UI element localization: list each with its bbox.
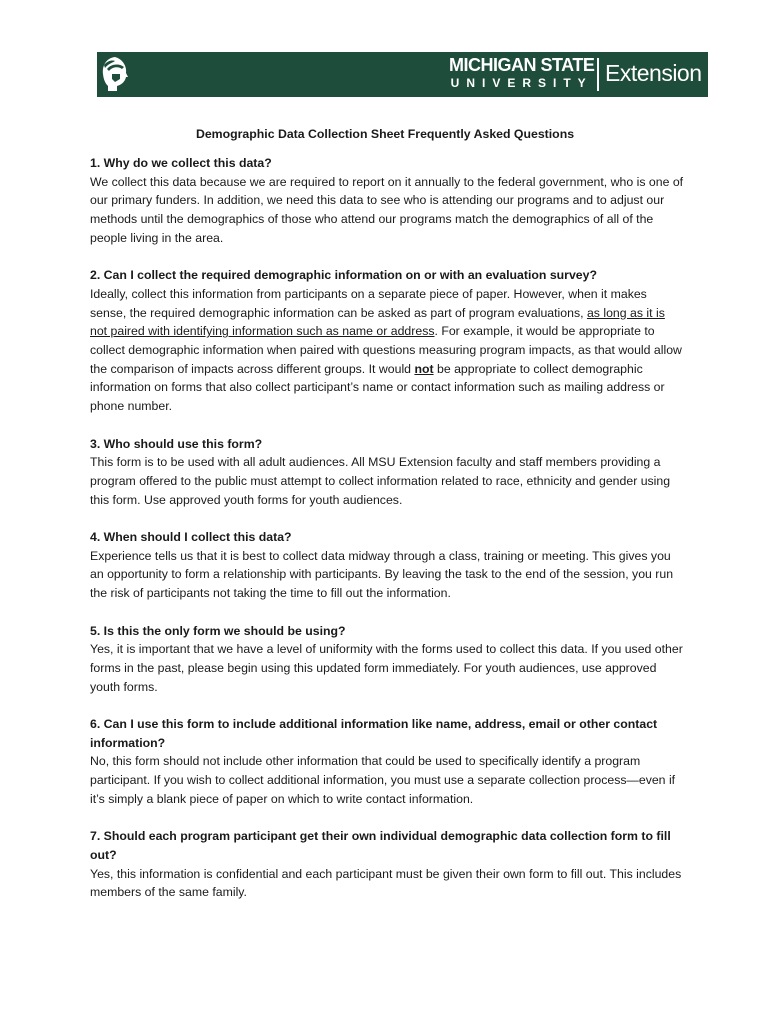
faq-question: 5. Is this the only form we should be using? xyxy=(90,623,346,638)
msu-wordmark-line2: UNIVERSITY xyxy=(450,76,593,90)
spartan-helmet-icon xyxy=(99,55,131,94)
faq-content xyxy=(90,154,685,921)
faq-question: 3. Who should use this form? xyxy=(90,436,263,451)
faq-answer: Yes, this information is confidential and each participant must be given their own form to fill out. This includes members of the same family. xyxy=(90,866,682,900)
faq-question: 1. Why do we collect this data? xyxy=(90,156,272,170)
faq-answer-text: . For example, it would be appropriate to collect demographic information when paired with questions measuring program impacts, as that would allow the comparison of impacts across different groups. It would xyxy=(90,324,682,376)
faq-answer: Yes, it is important that we have a level of uniformity with the forms used to collect this data. If you used other forms in the past, please begin using this updated form immediately. For youth audiences, use approved youth forms. xyxy=(90,642,683,694)
faq-item xyxy=(90,435,685,510)
extension-wordmark: Extension xyxy=(605,60,702,86)
faq-answer-emphasis: not xyxy=(414,361,434,376)
faq-answer: We collect this data because we are required to report on it annually to the federal government, who is one of our primary funders. In addition, we need this data to see who is attending our programs and to adjust our methods until the demographics of those who attend our programs match the demographics of all of the people living in the area. xyxy=(90,174,684,245)
logo-divider xyxy=(597,58,599,91)
faq-question: 6. Can I use this form to include additional information like name, address, email or other contact information? xyxy=(90,717,658,750)
faq-item xyxy=(90,827,685,902)
document-title: Demographic Data Collection Sheet Frequently Asked Questions xyxy=(195,127,575,141)
faq-question: 7. Should each program participant get their own individual demographic data collection form to fill out? xyxy=(90,829,671,862)
faq-answer: Experience tells us that it is best to collect data midway through a class, training or meeting. This gives you an opportunity to form a relationship with participants. By leaving the task to the end of the session, you run the risk of participants not taking the time to fill out the information. xyxy=(90,548,674,601)
faq-item xyxy=(90,622,685,697)
msu-extension-banner xyxy=(97,52,708,97)
faq-item xyxy=(90,528,685,603)
faq-answer-text: Ideally, collect this information from participants on a separate piece of paper. However, when it makes sense, the required demographic information can be asked as part of program evaluations, xyxy=(90,286,647,320)
faq-answer-text: be appropriate to collect demographic information on forms that also collect participant’s name or contact information such as mailing address or phone number. xyxy=(90,361,665,414)
faq-question: 4. When should I collect this data? xyxy=(90,530,292,545)
faq-answer: No, this form should not include other information that could be used to specifically identify a program participant. If you wish to collect additional information, you must use a separate collection process—even if it’s simply a blank piece of paper on which to write contact information. xyxy=(90,754,676,806)
msu-wordmark-line1: MICHIGAN STATE xyxy=(449,55,595,75)
faq-answer xyxy=(90,285,685,416)
faq-item xyxy=(90,154,685,248)
faq-question: 2. Can I collect the required demographic information on or with an evaluation survey? xyxy=(90,268,597,283)
faq-item xyxy=(90,715,685,809)
msu-wordmark xyxy=(449,56,594,89)
faq-answer: This form is to be used with all adult audiences. All MSU Extension faculty and staff members providing a program offered to the public must attempt to collect information related to race, ethnicity and gender using this form. Use approved youth forms for youth audiences. xyxy=(90,455,671,507)
faq-item xyxy=(90,266,685,416)
faq-answer-underlined: as long as it is not paired with identifying information such as name or address xyxy=(90,305,665,339)
